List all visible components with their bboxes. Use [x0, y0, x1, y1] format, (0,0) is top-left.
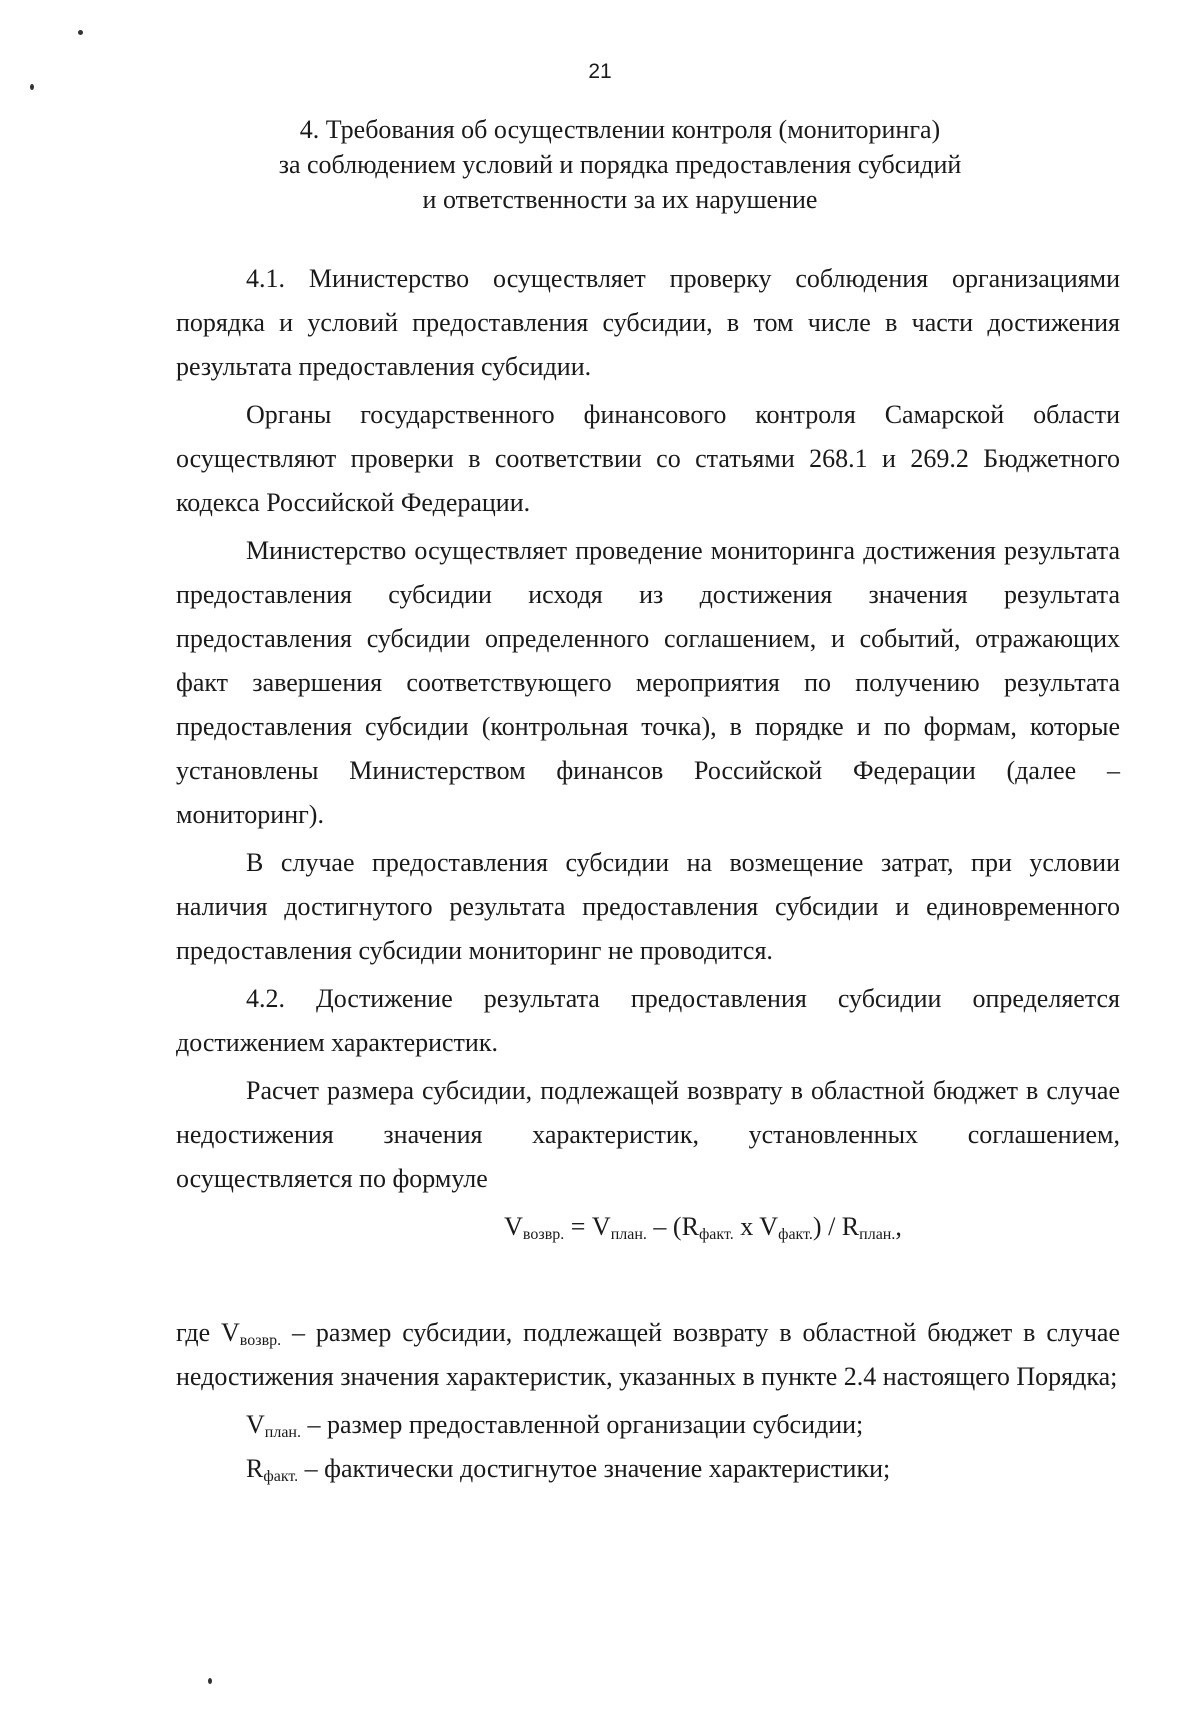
scan-speck	[208, 1678, 212, 1684]
paragraph-4-2: 4.2. Достижение результата предоставления субсидии определяется достижением характеристик.	[176, 984, 1120, 1057]
definition-v-vozvr: где $V_{возвр.}$ – размер субсидии, подлежащей возврату в областной бюджет в случае недостижения значения характеристик, указанных в пункте 2.4 настоящего Порядка;	[176, 1318, 1120, 1391]
definition-r-fakt: $R_{факт.}$ – фактически достигнутое значение характеристики;	[246, 1454, 891, 1485]
paragraph-calculation: Расчет размера субсидии, подлежащей возврату в областной бюджет в случае недостижения значения характеристик, установленных соглашением, осуществляется по формуле	[176, 1076, 1120, 1193]
paragraph-reimbursement: В случае предоставления субсидии на возмещение затрат, при условии наличия достигнутого результата предоставления субсидии и единовременного предоставления субсидии мониторинг не проводится.	[176, 848, 1120, 965]
document-body	[176, 257, 1120, 1491]
page-number: 21	[588, 60, 612, 83]
formula-v-vozvr: $V_{возвр.}$	[504, 1212, 565, 1243]
formula-v-plan: $V_{план.}$	[591, 1212, 647, 1243]
scan-speck	[78, 30, 83, 35]
definition-v-plan: $V_{план.}$ – размер предоставленной организации субсидии;	[246, 1410, 864, 1441]
section-heading	[200, 112, 1040, 217]
paragraph-4-1: 4.1. Министерство осуществляет проверку соблюдения организациями порядка и условий предоставления субсидии, в том числе в части достижения результата предоставления субсидии.	[176, 264, 1120, 381]
paragraph-monitoring: Министерство осуществляет проведение мониторинга достижения результата предоставления субсидии исходя из достижения значения результата предоставления субсидии определенного соглашением, и событий, отражающих факт завершения соответствующего мероприятия по получению результата предоставления субсидии (контрольная точка), в порядке и по формам, которые установлены Министерством финансов Российской Федерации (далее – мониторинг).	[176, 536, 1120, 829]
heading-line-2: за соблюдением условий и порядка предоставления субсидий	[278, 150, 962, 179]
scan-speck	[30, 84, 34, 90]
heading-line-1: 4. Требования об осуществлении контроля (мониторинга)	[299, 115, 941, 144]
formula-r-fakt: $R_{факт.}$	[681, 1212, 734, 1243]
formula-r-plan: $R_{план.}$	[841, 1212, 896, 1243]
refund-formula: $V_{возвр.} = V_{план.} - (R_{факт.}$ x $V_{факт.}) / R_{план.}$,	[504, 1212, 902, 1243]
formula-v-fakt: $V_{факт.}$	[759, 1212, 813, 1243]
heading-line-3: и ответственности за их нарушение	[422, 185, 818, 214]
paragraph-control-bodies: Органы государственного финансового контроля Самарской области осуществляют проверки в соответствии со статьями 268.1 и 269.2 Бюджетного кодекса Российской Федерации.	[176, 400, 1120, 517]
